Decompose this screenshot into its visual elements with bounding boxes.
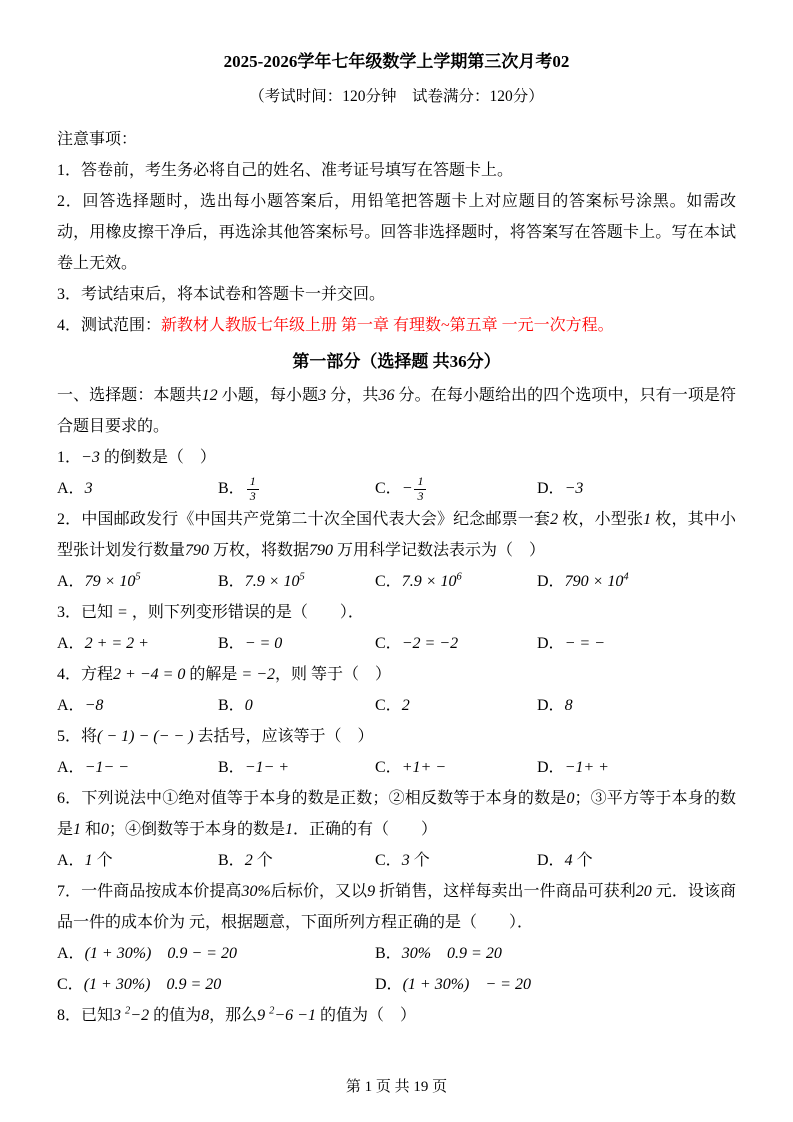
text-segment: 0 bbox=[101, 821, 110, 838]
text-segment: 7.9 × 10 bbox=[244, 573, 300, 590]
text-segment: ；④倒数等于本身的数是 bbox=[109, 821, 286, 838]
text-segment: 万枚，将数据 bbox=[209, 542, 310, 559]
text-segment: (1 + 30%) 0.9 = 20 bbox=[83, 976, 222, 993]
text-segment: 3．考试结束后，将本试卷和答题卡一并交回。 bbox=[57, 286, 386, 303]
text-segment: 0 bbox=[244, 697, 253, 714]
question-5-options bbox=[57, 752, 736, 783]
fraction: $\frac{1}{3}$ bbox=[247, 475, 259, 504]
text-segment: 个 bbox=[572, 852, 593, 869]
question-1-stem bbox=[57, 442, 736, 473]
document-body bbox=[57, 124, 736, 1031]
question-7-options-row-1 bbox=[57, 938, 736, 969]
question-3-options-option-C bbox=[375, 628, 537, 659]
text-segment: 枚，小型张 bbox=[558, 511, 644, 528]
question-4-options-option-A bbox=[57, 690, 218, 721]
text-segment: B． bbox=[375, 945, 402, 962]
text-segment: 12 bbox=[201, 387, 218, 404]
text-segment: 36 bbox=[378, 387, 395, 404]
question-5-options-option-A bbox=[57, 752, 218, 783]
text-segment: 4 bbox=[564, 852, 573, 869]
text-segment: 1．答卷前，考生务必将自己的姓名、准考证号填写在答题卡上。 bbox=[57, 162, 514, 179]
text-segment: 790 bbox=[309, 542, 334, 559]
text-segment: 79 × 10 bbox=[84, 573, 136, 590]
question-4-options-option-D bbox=[537, 690, 736, 721]
text-segment: 3 bbox=[401, 852, 410, 869]
text-segment: C． bbox=[375, 573, 402, 590]
question-3-options bbox=[57, 628, 736, 659]
text-segment: 30% bbox=[241, 883, 271, 900]
text-segment: 9 bbox=[367, 883, 376, 900]
question-5-stem bbox=[57, 721, 736, 752]
text-segment: −6 −1 bbox=[274, 1007, 316, 1024]
section-title bbox=[57, 346, 736, 377]
text-segment: 7.9 × 10 bbox=[401, 573, 457, 590]
question-6-options bbox=[57, 845, 736, 876]
question-1-options-option-A bbox=[57, 473, 218, 504]
question-5-options-option-C bbox=[375, 752, 537, 783]
text-segment: 后标价，又以 bbox=[270, 883, 368, 900]
question-2-stem bbox=[57, 504, 736, 566]
question-1-options-option-C bbox=[375, 473, 537, 504]
question-7-options-row-1-option-A bbox=[57, 938, 375, 969]
text-segment: −3 bbox=[564, 480, 584, 497]
question-3-stem bbox=[57, 597, 736, 628]
text-segment: 30% 0.9 = 20 bbox=[401, 945, 502, 962]
question-7-options-row-2-option-A bbox=[57, 969, 375, 1000]
text-segment: (1 + 30%) 0.9 − = 20 bbox=[84, 945, 237, 962]
text-segment: 个 bbox=[409, 852, 430, 869]
text-segment: D． bbox=[537, 852, 565, 869]
text-segment: B． bbox=[218, 480, 245, 497]
text-segment: ( − 1) − (− − ) bbox=[97, 728, 194, 745]
text-segment: 1 bbox=[73, 821, 82, 838]
text-segment: −1− − bbox=[84, 759, 129, 776]
text-segment: ；③平方等于本身的数是 bbox=[57, 790, 736, 838]
question-7-stem bbox=[57, 876, 736, 938]
text-segment: 的值为（ ） bbox=[315, 1007, 416, 1024]
exam-info-line: （考试时间：120分钟 试卷满分：120分） bbox=[249, 88, 544, 105]
question-4-options bbox=[57, 690, 736, 721]
text-segment: A． bbox=[57, 852, 85, 869]
question-7-options-row-2-option-B bbox=[375, 969, 736, 1000]
text-segment: B． bbox=[218, 635, 245, 652]
text-segment: 2．回答选择题时，选出每小题答案后，用铅笔把答题卡上对应题目的答案标号涂黑。如需改动，用橡皮擦干净后，再选涂其他答案标号。回答非选择题时，将答案写在答题卡上。写在本试卷上无效。 bbox=[57, 193, 736, 272]
text-segment: 2 bbox=[269, 1005, 275, 1017]
question-6-stem bbox=[57, 783, 736, 845]
text-segment: 的倒数是（ ） bbox=[99, 449, 216, 466]
text-segment: −3 bbox=[81, 449, 100, 466]
text-segment: 5 bbox=[299, 571, 305, 583]
text-segment: 3 bbox=[113, 1007, 126, 1024]
notice-item-2 bbox=[57, 186, 736, 279]
text-segment: = −2 bbox=[241, 666, 276, 683]
text-segment: 7．一件商品按成本价提高 bbox=[57, 883, 242, 900]
text-segment: −2 = −2 bbox=[401, 635, 459, 652]
question-3-options-option-B bbox=[218, 628, 375, 659]
text-segment: B． bbox=[218, 573, 245, 590]
question-4-stem bbox=[57, 659, 736, 690]
question-4-options-option-B bbox=[218, 690, 375, 721]
text-segment: 8 bbox=[564, 697, 573, 714]
text-segment: 2 bbox=[244, 852, 253, 869]
text-segment: 790 bbox=[185, 542, 210, 559]
text-segment: 个 bbox=[92, 852, 113, 869]
text-segment: 4 bbox=[623, 571, 629, 583]
text-segment: D． bbox=[375, 976, 403, 993]
text-segment: −2 bbox=[130, 1007, 154, 1024]
text-segment: 1． bbox=[57, 449, 82, 466]
text-segment: 元．设该商品一件的成本价为 元，根据题意，下面所列方程正确的是（ ）． bbox=[57, 883, 736, 931]
text-segment: 9 bbox=[257, 1007, 270, 1024]
notice-item-1 bbox=[57, 155, 736, 186]
text-segment: 分，共 bbox=[326, 387, 379, 404]
text-segment: ，那么 bbox=[209, 1007, 258, 1024]
text-segment: 和 bbox=[81, 821, 102, 838]
question-5-options-option-D bbox=[537, 752, 736, 783]
question-2-options-option-D bbox=[537, 566, 736, 597]
text-segment: − = − bbox=[564, 635, 605, 652]
text-segment: 8．已知 bbox=[57, 1007, 114, 1024]
text-segment: 一、选择题：本题共 bbox=[57, 387, 202, 404]
question-3-options-option-A bbox=[57, 628, 218, 659]
text-segment: 小题，每小题 bbox=[217, 387, 319, 404]
notice-item-4 bbox=[57, 310, 736, 341]
text-segment: 枚，其中小型张计划发行数量 bbox=[57, 511, 736, 559]
page-footer: 第 1 页 共 19 页 bbox=[345, 1079, 448, 1095]
text-segment: A． bbox=[57, 697, 85, 714]
text-segment: 3 bbox=[318, 387, 327, 404]
question-1-options-option-D bbox=[537, 473, 736, 504]
doc-title: 2025-2026学年七年级数学上学期第三次月考02 bbox=[223, 52, 570, 71]
text-segment: 2 + = 2 + bbox=[84, 635, 149, 652]
text-segment: 3．已知 bbox=[57, 604, 118, 621]
text-segment: 去括号，应该等于（ ） bbox=[193, 728, 374, 745]
text-segment: C． bbox=[375, 480, 402, 497]
text-segment: 790 × 10 bbox=[564, 573, 624, 590]
text-segment: 万用科学记数法表示为（ ） bbox=[333, 542, 546, 559]
question-1-options-option-B bbox=[218, 473, 375, 504]
question-8-stem bbox=[57, 1000, 736, 1031]
highlighted-text: 新教材人教版七年级上册 第一章 有理数~第五章 一元一次方程。 bbox=[161, 317, 614, 334]
text-segment: A． bbox=[57, 480, 85, 497]
text-segment: B． bbox=[218, 852, 245, 869]
text-segment: D． bbox=[537, 573, 565, 590]
text-segment: 4．测试范围： bbox=[57, 317, 162, 334]
text-segment: 的解是 bbox=[185, 666, 242, 683]
question-1-options bbox=[57, 473, 736, 504]
question-2-options bbox=[57, 566, 736, 597]
text-segment: B． bbox=[218, 697, 245, 714]
text-segment: 6 bbox=[456, 571, 462, 583]
text-segment: (1 + 30%) − = 20 bbox=[402, 976, 531, 993]
text-segment: A． bbox=[57, 635, 85, 652]
text-segment: 2 + −4 = 0 bbox=[113, 666, 186, 683]
question-2-options-option-C bbox=[375, 566, 537, 597]
text-segment: ，则 等于（ ） bbox=[275, 666, 392, 683]
text-segment: C． bbox=[375, 759, 402, 776]
text-segment: 的值为 bbox=[153, 1007, 202, 1024]
question-7-options-row-1-option-B bbox=[375, 938, 736, 969]
text-segment: 0 bbox=[566, 790, 575, 807]
text-segment: C． bbox=[375, 697, 402, 714]
text-segment: A． bbox=[57, 573, 85, 590]
text-segment: B． bbox=[218, 759, 245, 776]
text-segment: A． bbox=[57, 759, 85, 776]
notice-heading bbox=[57, 124, 736, 155]
text-segment: D． bbox=[537, 759, 565, 776]
text-segment: −8 bbox=[84, 697, 104, 714]
text-segment: 注意事项： bbox=[57, 131, 138, 148]
section-intro bbox=[57, 380, 736, 442]
text-segment: 5 bbox=[135, 571, 141, 583]
text-segment: = bbox=[117, 604, 128, 621]
question-4-options-option-C bbox=[375, 690, 537, 721]
text-segment: 2 bbox=[125, 1005, 131, 1017]
text-segment: − bbox=[401, 480, 413, 497]
text-segment: 4．方程 bbox=[57, 666, 114, 683]
text-segment: 折销售，这样每卖出一件商品可获利 bbox=[375, 883, 636, 900]
text-segment: 5．将 bbox=[57, 728, 98, 745]
text-segment: D． bbox=[537, 480, 565, 497]
text-segment: 个 bbox=[252, 852, 273, 869]
text-segment: 20 bbox=[635, 883, 652, 900]
text-segment: 2 bbox=[550, 511, 559, 528]
fraction: $\frac{1}{3}$ bbox=[414, 475, 426, 504]
text-segment: −1− + bbox=[244, 759, 290, 776]
question-6-options-option-D bbox=[537, 845, 736, 876]
question-5-options-option-B bbox=[218, 752, 375, 783]
text-segment: C． bbox=[57, 976, 84, 993]
text-segment: +1+ − bbox=[401, 759, 447, 776]
text-segment: −1+ + bbox=[564, 759, 609, 776]
text-segment: 8 bbox=[201, 1007, 210, 1024]
text-segment: A． bbox=[57, 945, 85, 962]
question-7-options-row-2 bbox=[57, 969, 736, 1000]
question-6-options-option-C bbox=[375, 845, 537, 876]
text-segment: C． bbox=[375, 635, 402, 652]
text-segment: 2．中国邮政发行《中国共产党第二十次全国代表大会》纪念邮票一套 bbox=[57, 511, 551, 528]
text-segment: D． bbox=[537, 697, 565, 714]
question-2-options-option-B bbox=[218, 566, 375, 597]
question-6-options-option-B bbox=[218, 845, 375, 876]
text-segment: 1 bbox=[643, 511, 652, 528]
text-segment: − = 0 bbox=[244, 635, 283, 652]
text-segment: 分。在每小题给出的四个选项中，只有一项是符合题目要求的。 bbox=[57, 387, 736, 435]
question-2-options-option-A bbox=[57, 566, 218, 597]
text-segment: 3 bbox=[84, 480, 93, 497]
text-segment: 2 bbox=[401, 697, 410, 714]
text-segment: 第一部分（选择题 共36分） bbox=[292, 352, 501, 371]
notice-item-3 bbox=[57, 279, 736, 310]
text-segment: 1 bbox=[84, 852, 93, 869]
text-segment: 1 bbox=[285, 821, 294, 838]
question-6-options-option-A bbox=[57, 845, 218, 876]
question-3-options-option-D bbox=[537, 628, 736, 659]
text-segment: ．正确的有（ ） bbox=[293, 821, 438, 838]
text-segment: D． bbox=[537, 635, 565, 652]
text-segment: 6．下列说法中①绝对值等于本身的数是正数；②相反数等于本身的数是 bbox=[57, 790, 567, 807]
text-segment: C． bbox=[375, 852, 402, 869]
text-segment: ，则下列变形错误的是（ ）． bbox=[127, 604, 364, 621]
